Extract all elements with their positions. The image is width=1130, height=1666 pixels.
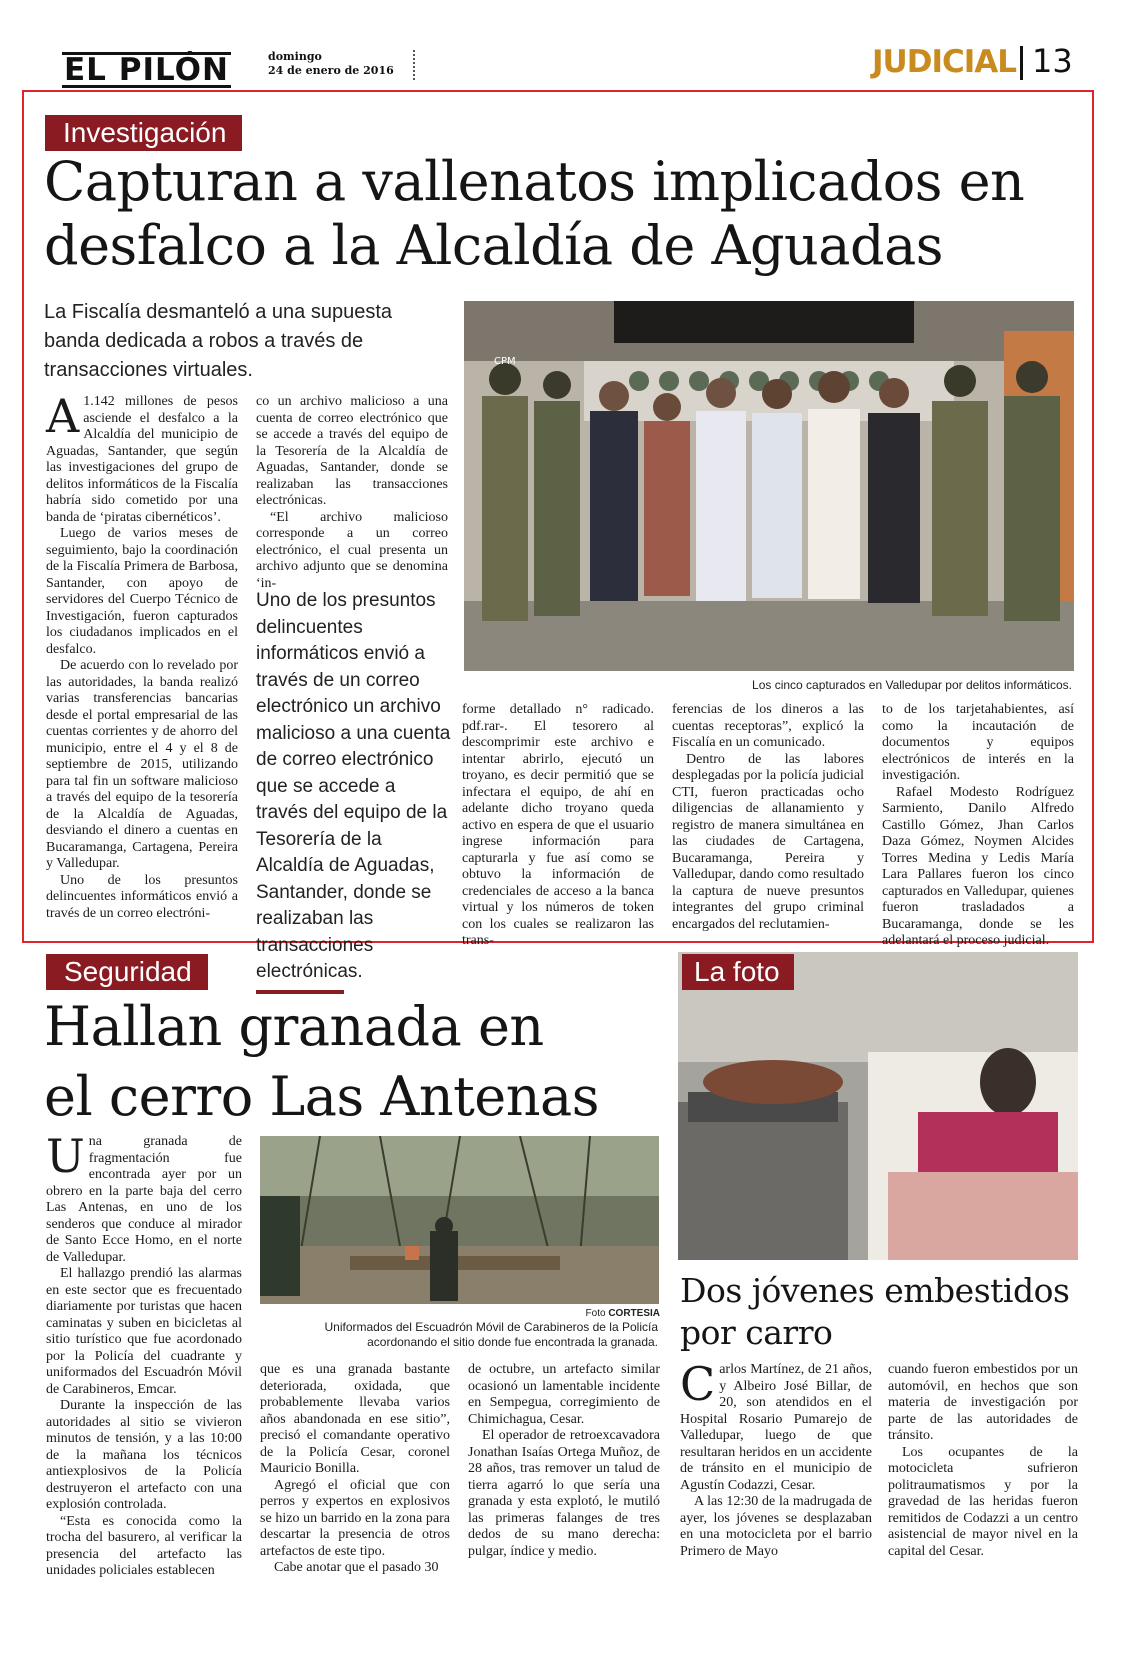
story3-headline (680, 1270, 1069, 1354)
page-number: 13 (1032, 42, 1073, 80)
story2-dropcap: U (46, 1129, 85, 1183)
story1-column-1 (46, 389, 238, 922)
story2-column-1 (46, 1129, 242, 1580)
story1-col1-paragraph (46, 389, 238, 526)
story1-col1-text: 1.142 millones de pesos asciende el desfalco a la Alcaldía del municipio de Aguadas, Santander, que según las investigaciones del grupo de delitos informáticos de la Fiscalía habría sido cometido por una banda de ‘piratas cibernéticos’. (46, 394, 238, 525)
masthead-divider (413, 50, 417, 80)
story3-column-2 (888, 1362, 1078, 1560)
story2-col1-paragraph (46, 1129, 242, 1266)
story3-kicker: La foto (682, 954, 794, 990)
story1-photo-caption: Los cinco capturados en Valledupar por delitos informáticos. (752, 678, 1072, 692)
newspaper-logo: EL PILÓN (64, 52, 229, 88)
story3-photo (678, 952, 1078, 1260)
story2-col1-paragraph: Durante la inspección de las autoridades al sitio se vivieron minutos de tensión, y a las 10:00 de la mañana los técnicos antiexplosivos de la Policía destruyeron el artefacto con una explosión controlada. (46, 1398, 242, 1512)
story1-dropcap: A (46, 389, 80, 443)
story1-column-4 (672, 702, 864, 933)
photo-helmet-badge: CPM (494, 356, 516, 367)
story1-col4-paragraph: Dentro de las labores desplegadas por la policía judicial CTI, fueron practicadas ocho diligencias de allanamiento y registro de manera simultánea en las ciudades de Cartagena, Bucaramanga, Pereira y Valledupar, dando como resultado la captura de nueve presuntos integrantes del grupo criminal encargados del reclutamien- (672, 751, 864, 932)
arrested-group-photo (464, 301, 1074, 671)
story2-caption-line2: acordonando el sitio donde fue encontrada la granada. (367, 1335, 658, 1349)
story2-col1-paragraph: El hallazgo prendió las alarmas en este sector que es frecuentado diariamente por turistas que hacen caminatas y suben en bicicletas al sitio turístico que fue acordonado por la Policía del cuadrante y uniformados del Escuadrón Móvil de Carabineros, Emcar. (46, 1266, 242, 1397)
issue-day: domingo (268, 50, 322, 63)
story2-col2-paragraph: Agregó el oficial que con perros y expertos en explosivos se hizo un barrido en la zona para descartar la presencia de otros artefactos de este tipo. (260, 1477, 450, 1559)
issue-full-date: 24 de enero de 2016 (268, 64, 394, 77)
story2-col3-paragraph: El operador de retroexcavadora Jonathan Isaías Ortega Muñoz, de 28 años, tras remover un talud de tierra agarró lo que sería una granada y esta explotó, le mutiló las primeras falanges de tres dedos de su mano derecha: pulgar, índice y medio. (468, 1428, 660, 1559)
story3-headline-line2: por carro (680, 1313, 833, 1352)
story1-dek-line2: banda dedicada a robos a través de (44, 330, 364, 352)
story2-headline-line2: el cerro Las Antenas (44, 1065, 599, 1128)
story1-col3-paragraph: forme detallado n° radicado. pdf.rar-. El tesorero al descomprimir este archivo e intentar abrirlo, ejecutó un troyano, es decir permitió que se infectara el equipo, de ahí en adelante dicho troyano queda activo en espera de que el usuario ingrese información para capturarla y fue así como se obtuvo la información de credenciales de acceso a la banca virtual y los números de token con los cuales se realizaron las trans- (462, 702, 654, 948)
story1-col1-paragraph: De acuerdo con lo revelado por las autoridades, la banda realizó varias transferencias bancarias desde el portal empresarial de las cuentas corrientes y de ahorro del municipio, entre el 4 y el 8 de septiembre de 2015, utilizando para tal fin un software malicioso a través del equipo de la tesorería de la Alcaldía de Aguadas, desviando el dinero a cuentas en Bucaramanga, Cartagena, Pereira y Valledupar. (46, 658, 238, 871)
story1-pullquote (256, 588, 452, 994)
issue-date (268, 50, 394, 78)
story1-col1-paragraph: Luego de varios meses de seguimiento, bajo la coordinación de la Fiscalía Primera de Barbosa, Santander, con apoyo de servidores del Cuerpo Técnico de Investigación, fueron capturados los ciudadanos implicados en el desfalco. (46, 526, 238, 657)
story3-col2-paragraph: Los ocupantes de la motocicleta sufrieron politraumatismos y por la gravedad de las heridas fueron remitidos de Codazzi a un centro asistencial de mayor nivel en la capital del Cesar. (888, 1444, 1078, 1559)
story1-column-5 (882, 702, 1074, 950)
story2-col2-paragraph: que es una granada bastante deteriorada, oxidada, que probablemente llevaba varios años abandonada en ese sitio”, precisó el comandante operativo de la Policía Cesar, coronel Mauricio Bonilla. (260, 1362, 450, 1476)
story2-col3-paragraph: de octubre, un artefacto similar ocasionó un lamentable incidente en Sempegua, corregimiento de Chimichagua, Cesar. (468, 1362, 660, 1427)
story1-pullquote-text: Uno de los presuntos delincuentes informáticos envió a través de un correo electrónico un archivo malicioso a una cuenta de correo electrónico que se accede a través del equipo de la Tesorería de la Alcaldía de Aguadas, Santander, donde se realizaban las transacciones electrónicas. (256, 590, 451, 982)
story1-headline (44, 150, 1024, 278)
story1-col2-paragraph: “El archivo malicioso corresponde a un correo electrónico, el cual presenta un archivo adjunto que se denomina ‘in- (256, 509, 448, 591)
photo-credit-label: Foto (585, 1308, 606, 1319)
story2-column-3 (468, 1362, 660, 1560)
section-title: JUDICIAL (872, 44, 1017, 80)
story1-dek (44, 298, 454, 385)
section-divider (1020, 46, 1023, 80)
story1-kicker: Investigación (45, 115, 242, 151)
story1-headline-line2: desfalco a la Alcaldía de Aguadas (44, 214, 943, 277)
story1-col5-paragraph: to de los tarjetahabientes, así como la incautación de documentos y equipos electrónicos de interés en la investigación. (882, 702, 1074, 783)
story1-column-2 (256, 394, 448, 592)
story2-caption-line1: Uniformados del Escuadrón Móvil de Carabineros de la Policía (324, 1320, 658, 1334)
story1-headline-line1: Capturan a vallenatos implicados en (44, 150, 1025, 213)
story2-photo-caption (262, 1320, 658, 1350)
hospital-patients-photo (678, 952, 1078, 1260)
story2-column-2 (260, 1362, 450, 1577)
photo-credit-name: CORTESIA (608, 1308, 660, 1319)
story2-headline (44, 992, 599, 1132)
story1-col5-paragraph: Rafael Modesto Rodríguez Sarmiento, Danilo Alfredo Castillo Gómez, Jhan Carlos Daza Gómez, Noymen Alcides Torres Medina y Ledis María Lara Pallares fueron los cinco capturados en Valledupar, quienes fueron trasladados a Bucaramanga, donde se les adelantará el proceso judicial. (882, 784, 1074, 948)
story1-column-3 (462, 702, 654, 950)
story3-col1-paragraph (680, 1357, 872, 1494)
story1-col4-paragraph: ferencias de los dineros a las cuentas receptoras”, explicó la Fiscalía en un comunicado. (672, 702, 864, 750)
story2-kicker: Seguridad (46, 954, 208, 990)
story3-col1-paragraph: A las 12:30 de la madrugada de ayer, los jóvenes se desplazaban en una motocicleta por el barrio Primero de Mayo (680, 1494, 872, 1559)
story3-col2-paragraph: cuando fueron embestidos por un automóvil, en hechos que son materia de investigación por parte de las autoridades de tránsito. (888, 1362, 1078, 1443)
story1-photo (464, 301, 1074, 671)
story3-dropcap: C (680, 1357, 716, 1411)
story3-column-1 (680, 1357, 872, 1560)
story1-col2-paragraph: co un archivo malicioso a una cuenta de correo electrónico que se accede a través del equipo de la Tesorería de la Alcaldía de Aguadas, Santander, donde se realizaban las transacciones electrónicas. (256, 394, 448, 508)
story2-photo (260, 1136, 659, 1304)
story2-photo-credit (560, 1306, 660, 1321)
grenade-site-photo (260, 1136, 659, 1304)
story1-col1-paragraph: Uno de los presuntos delincuentes informáticos envió a través de un correo electróni- (46, 872, 238, 921)
story2-col1-text: na granada de fragmentación fue encontrada ayer por un obrero en la parte baja del cerro Las Antenas, en uno de los senderos que conduce al mirador de Santo Ecce Homo, en el norte de Valledupar. (46, 1134, 242, 1265)
story1-dek-line3: transacciones virtuales. (44, 359, 253, 381)
story2-col2-paragraph: Cabe anotar que el pasado 30 (274, 1560, 439, 1575)
story3-headline-line1: Dos jóvenes embestidos (680, 1271, 1070, 1310)
story2-headline-line1: Hallan granada en (44, 995, 544, 1058)
story2-col1-paragraph: “Esta es conocida como la trocha del basurero, al verificar la presencia del artefacto las unidades policiales establecen (46, 1513, 242, 1578)
story1-dek-line1: La Fiscalía desmanteló a una supuesta (44, 301, 392, 323)
story3-col1-text: arlos Martínez, de 21 años, y Albeiro José Billar, de 20, son atendidos en el Hospital Rosario Pumarejo de Valledupar, luego de que resultaran heridos en un accidente de tránsito en el municipio de Agustín Codazzi, Cesar. (680, 1362, 872, 1493)
